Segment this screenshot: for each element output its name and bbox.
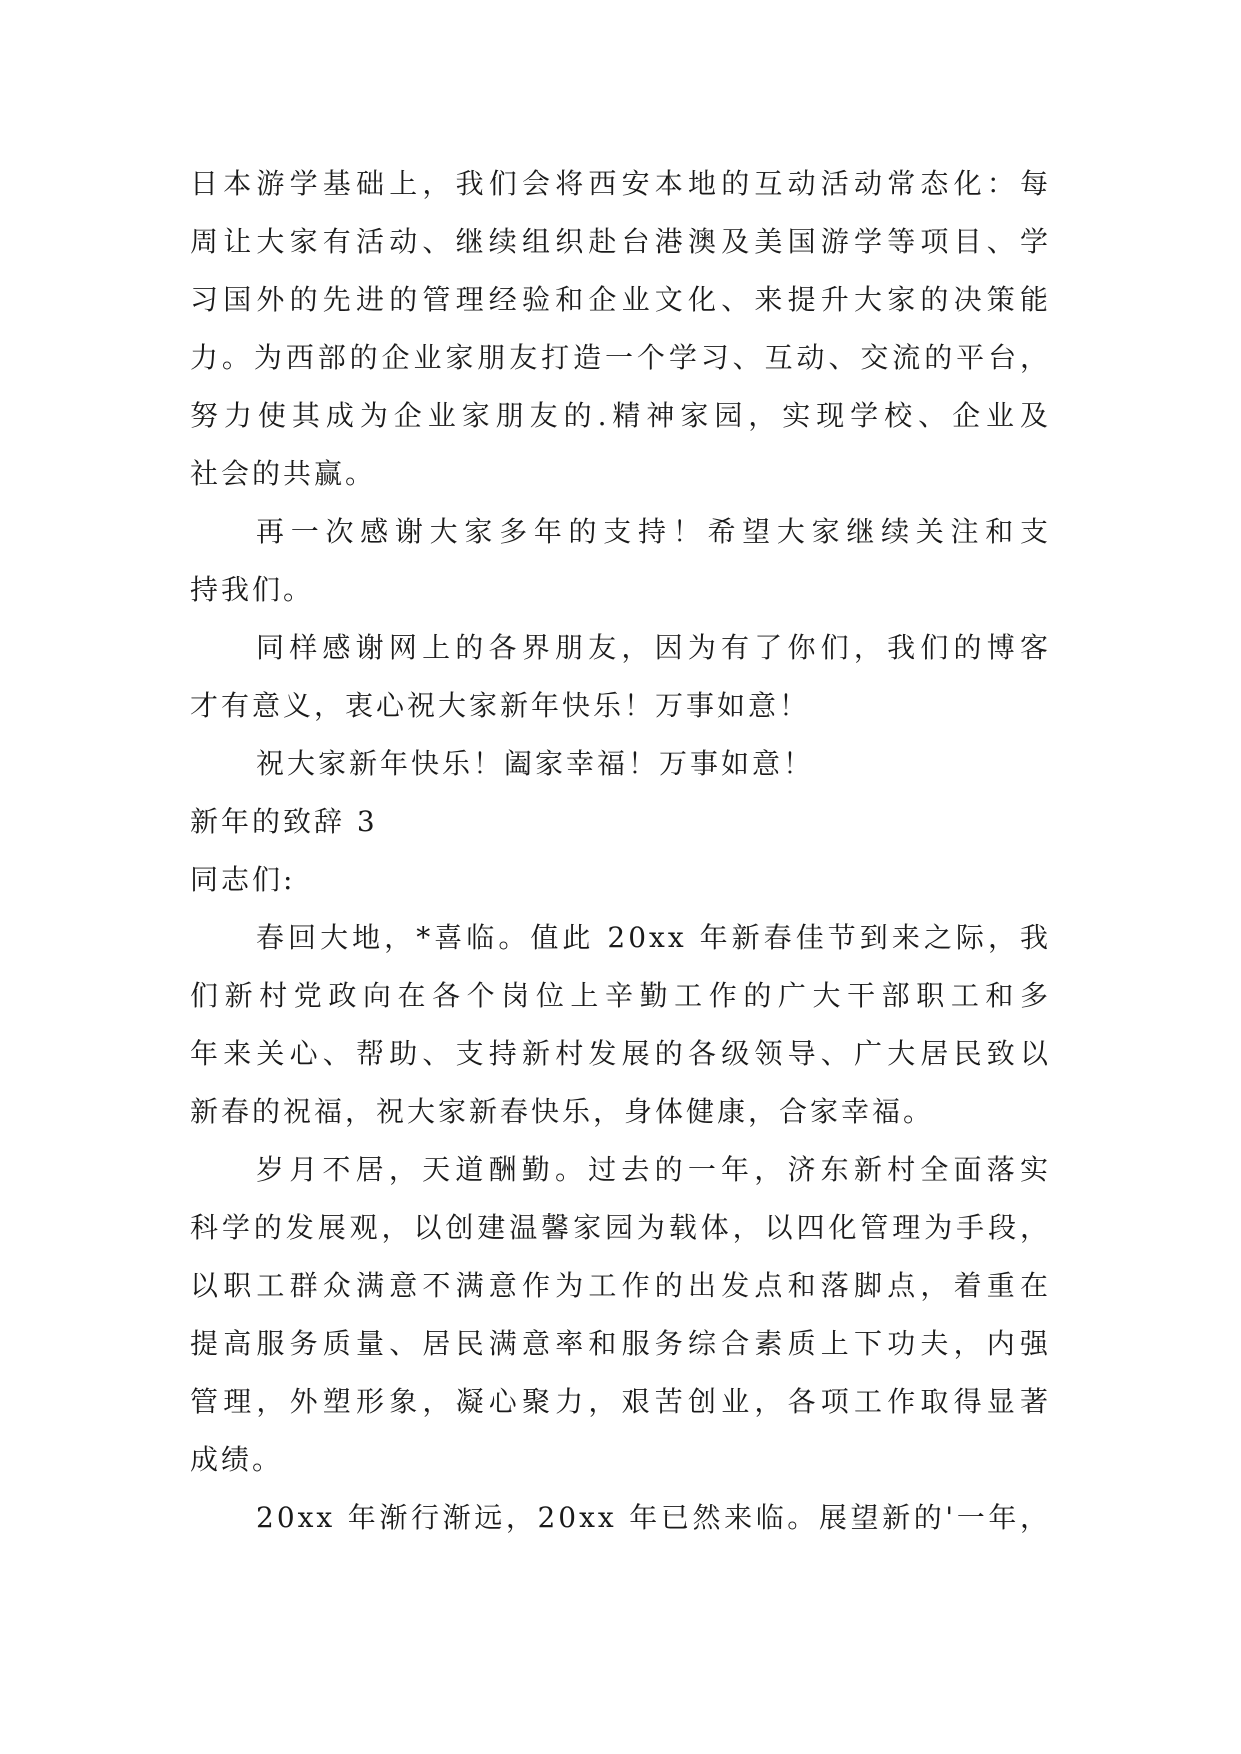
text-line: 年来关心、帮助、支持新村发展的各级领导、广大居民致以 <box>190 1037 1051 1070</box>
text-line: 社会的共赢。 <box>190 457 377 490</box>
paragraph <box>190 503 1051 619</box>
text-line: 周让大家有活动、继续组织赴台港澳及美国游学等项目、学 <box>190 225 1051 258</box>
paragraph <box>190 735 1051 793</box>
salutation: 同志们: <box>190 863 296 896</box>
paragraph <box>190 1141 1051 1489</box>
text-line: 提高服务质量、居民满意率和服务综合素质上下功夫，内强 <box>190 1327 1051 1360</box>
text-line: 科学的发展观，以创建温馨家园为载体，以四化管理为手段， <box>190 1211 1051 1244</box>
text-line: 以职工群众满意不满意作为工作的出发点和落脚点，着重在 <box>190 1269 1051 1302</box>
text-line: 习国外的先进的管理经验和企业文化、来提升大家的决策能 <box>190 283 1051 316</box>
document-body <box>190 155 1051 1547</box>
paragraph <box>190 155 1051 503</box>
text-line: 再一次感谢大家多年的支持！希望大家继续关注和支 <box>256 515 1051 548</box>
text-line: 日本游学基础上，我们会将西安本地的互动活动常态化：每 <box>190 167 1051 200</box>
text-line: 管理，外塑形象，凝心聚力，艰苦创业，各项工作取得显著 <box>190 1385 1051 1418</box>
text-line: 努力使其成为企业家朋友的.精神家园，实现学校、企业及 <box>190 399 1051 432</box>
text-line: 持我们。 <box>190 573 315 606</box>
text-line: 成绩。 <box>190 1443 284 1476</box>
paragraph <box>190 619 1051 735</box>
paragraph <box>190 909 1051 1141</box>
text-line: 20xx 年渐行渐远，20xx 年已然来临。展望新的'一年， <box>256 1501 1051 1534</box>
text-line: 才有意义，衷心祝大家新年快乐！万事如意！ <box>190 689 811 722</box>
text-line: 祝大家新年快乐！阖家幸福！万事如意！ <box>256 747 815 780</box>
text-line: 新春的祝福，祝大家新春快乐，身体健康，合家幸福。 <box>190 1095 935 1128</box>
text-line: 力。为西部的企业家朋友打造一个学习、互动、交流的平台， <box>190 341 1051 374</box>
text-line: 同样感谢网上的各界朋友，因为有了你们，我们的博客 <box>256 631 1051 664</box>
paragraph <box>190 1489 1051 1547</box>
text-line: 们新村党政向在各个岗位上辛勤工作的广大干部职工和多 <box>190 979 1051 1012</box>
text-line: 岁月不居，天道酬勤。过去的一年，济东新村全面落实 <box>256 1153 1051 1186</box>
text-line: 春回大地，*喜临。值此 20xx 年新春佳节到来之际，我 <box>256 921 1051 954</box>
speech-title: 新年的致辞 3 <box>190 805 378 838</box>
